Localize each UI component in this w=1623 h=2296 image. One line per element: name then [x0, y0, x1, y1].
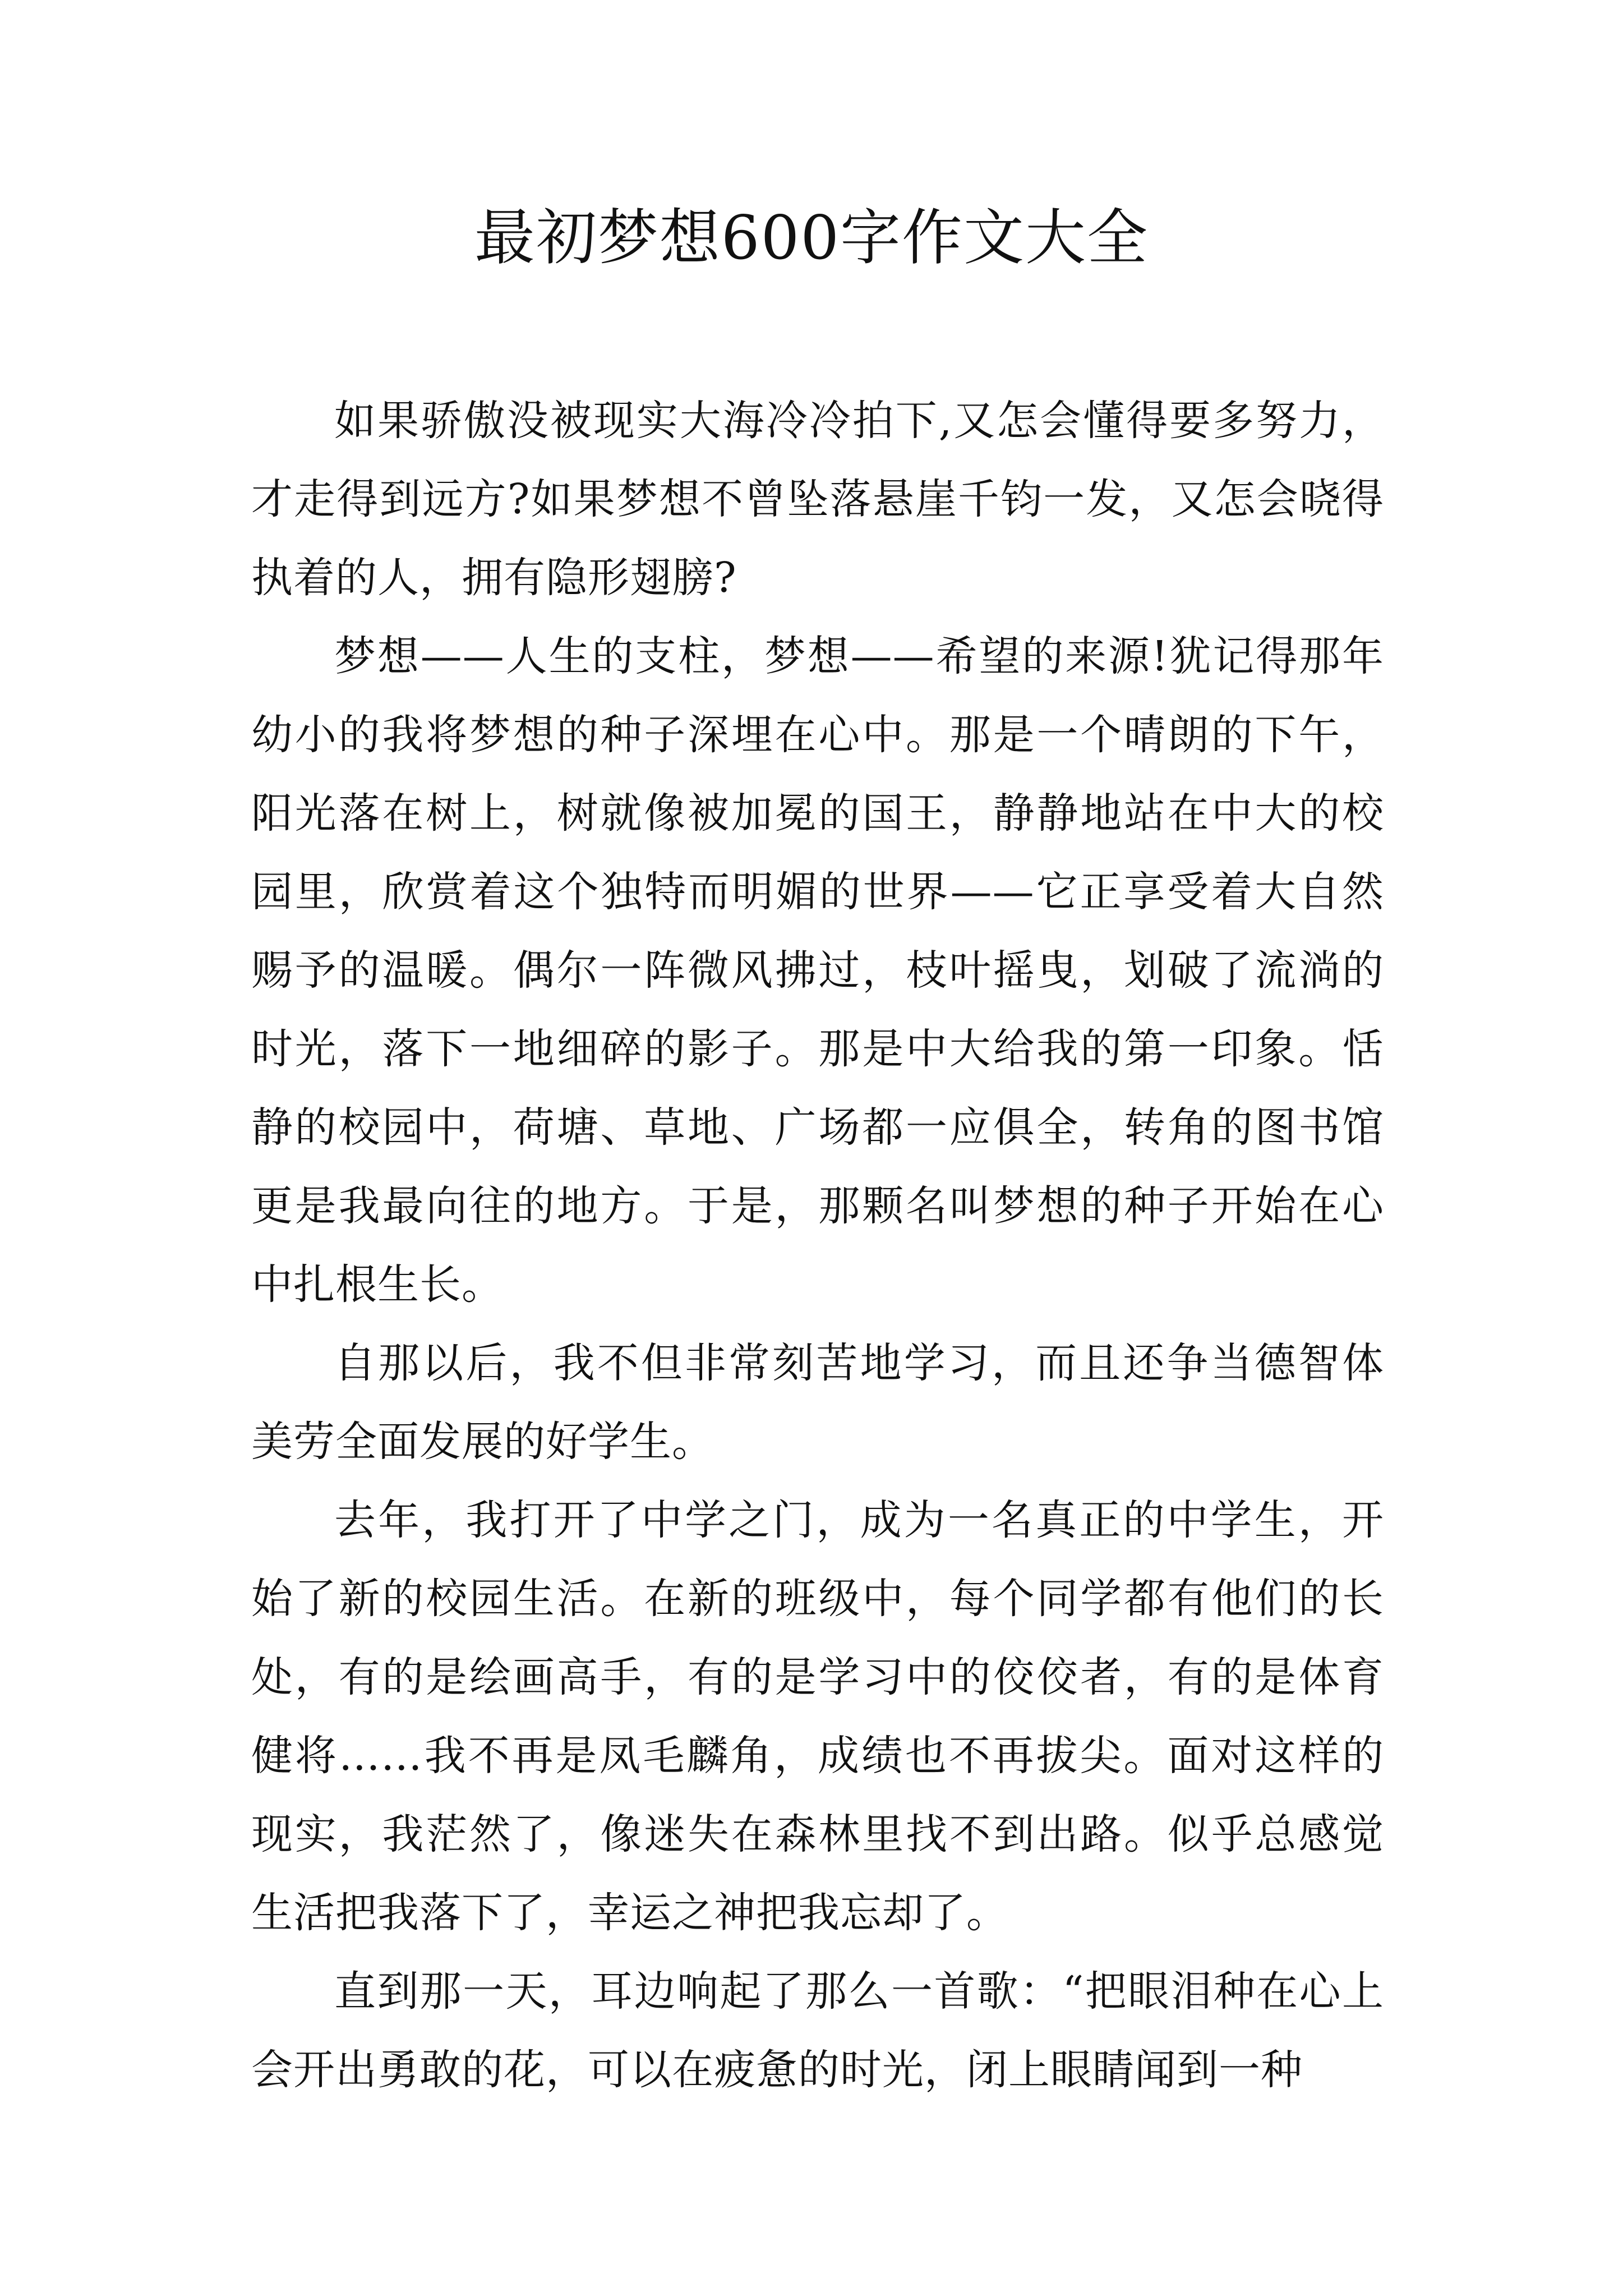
paragraph: 梦想——人生的支柱，梦想——希望的来源!犹记得那年幼小的我将梦想的种子深埋在心中。那是一个晴朗的下午，阳光落在树上，树就像被加冕的国王，静静地站在中大的校园里，欣赏着这个独特而明媚的世界——它正享受着大自然赐予的温暖。偶尔一阵微风拂过，枝叶摇曳，划破了流淌的时光，落下一地细碎的影子。那是中大给我的第一印象。恬静的校园中，荷塘、草地、广场都一应俱全，转角的图书馆更是我最向往的地方。于是，那颗名叫梦想的种子开始在心中扎根生长。 — [251, 632, 1384, 1309]
paragraph: 去年，我打开了中学之门，成为一名真正的中学生，开始了新的校园生活。在新的班级中，每个同学都有他们的长处，有的是绘画高手，有的是学习中的佼佼者，有的是体育健将……我不再是凤毛麟角，成绩也不再拔尖。面对这样的现实，我茫然了，像迷失在森林里找不到出路。似乎总感觉生活把我落下了，幸运之神把我忘却了。 — [251, 1496, 1384, 1937]
document-title: 最初梦想600字作文大全 — [474, 203, 1149, 273]
document-body — [251, 381, 1384, 2109]
paragraph: 自那以后，我不但非常刻苦地学习，而且还争当德智体美劳全面发展的好学生。 — [251, 1339, 1384, 1466]
paragraph: 如果骄傲没被现实大海冷冷拍下,又怎会懂得要多努力，才走得到远方?如果梦想不曾坠落悬崖千钧一发，又怎会晓得执着的人，拥有隐形翅膀? — [251, 397, 1384, 602]
paragraph: 直到那一天，耳边响起了那么一首歌：“把眼泪种在心上会开出勇敢的花，可以在疲惫的时光，闭上眼睛闻到一种 — [251, 1967, 1384, 2094]
